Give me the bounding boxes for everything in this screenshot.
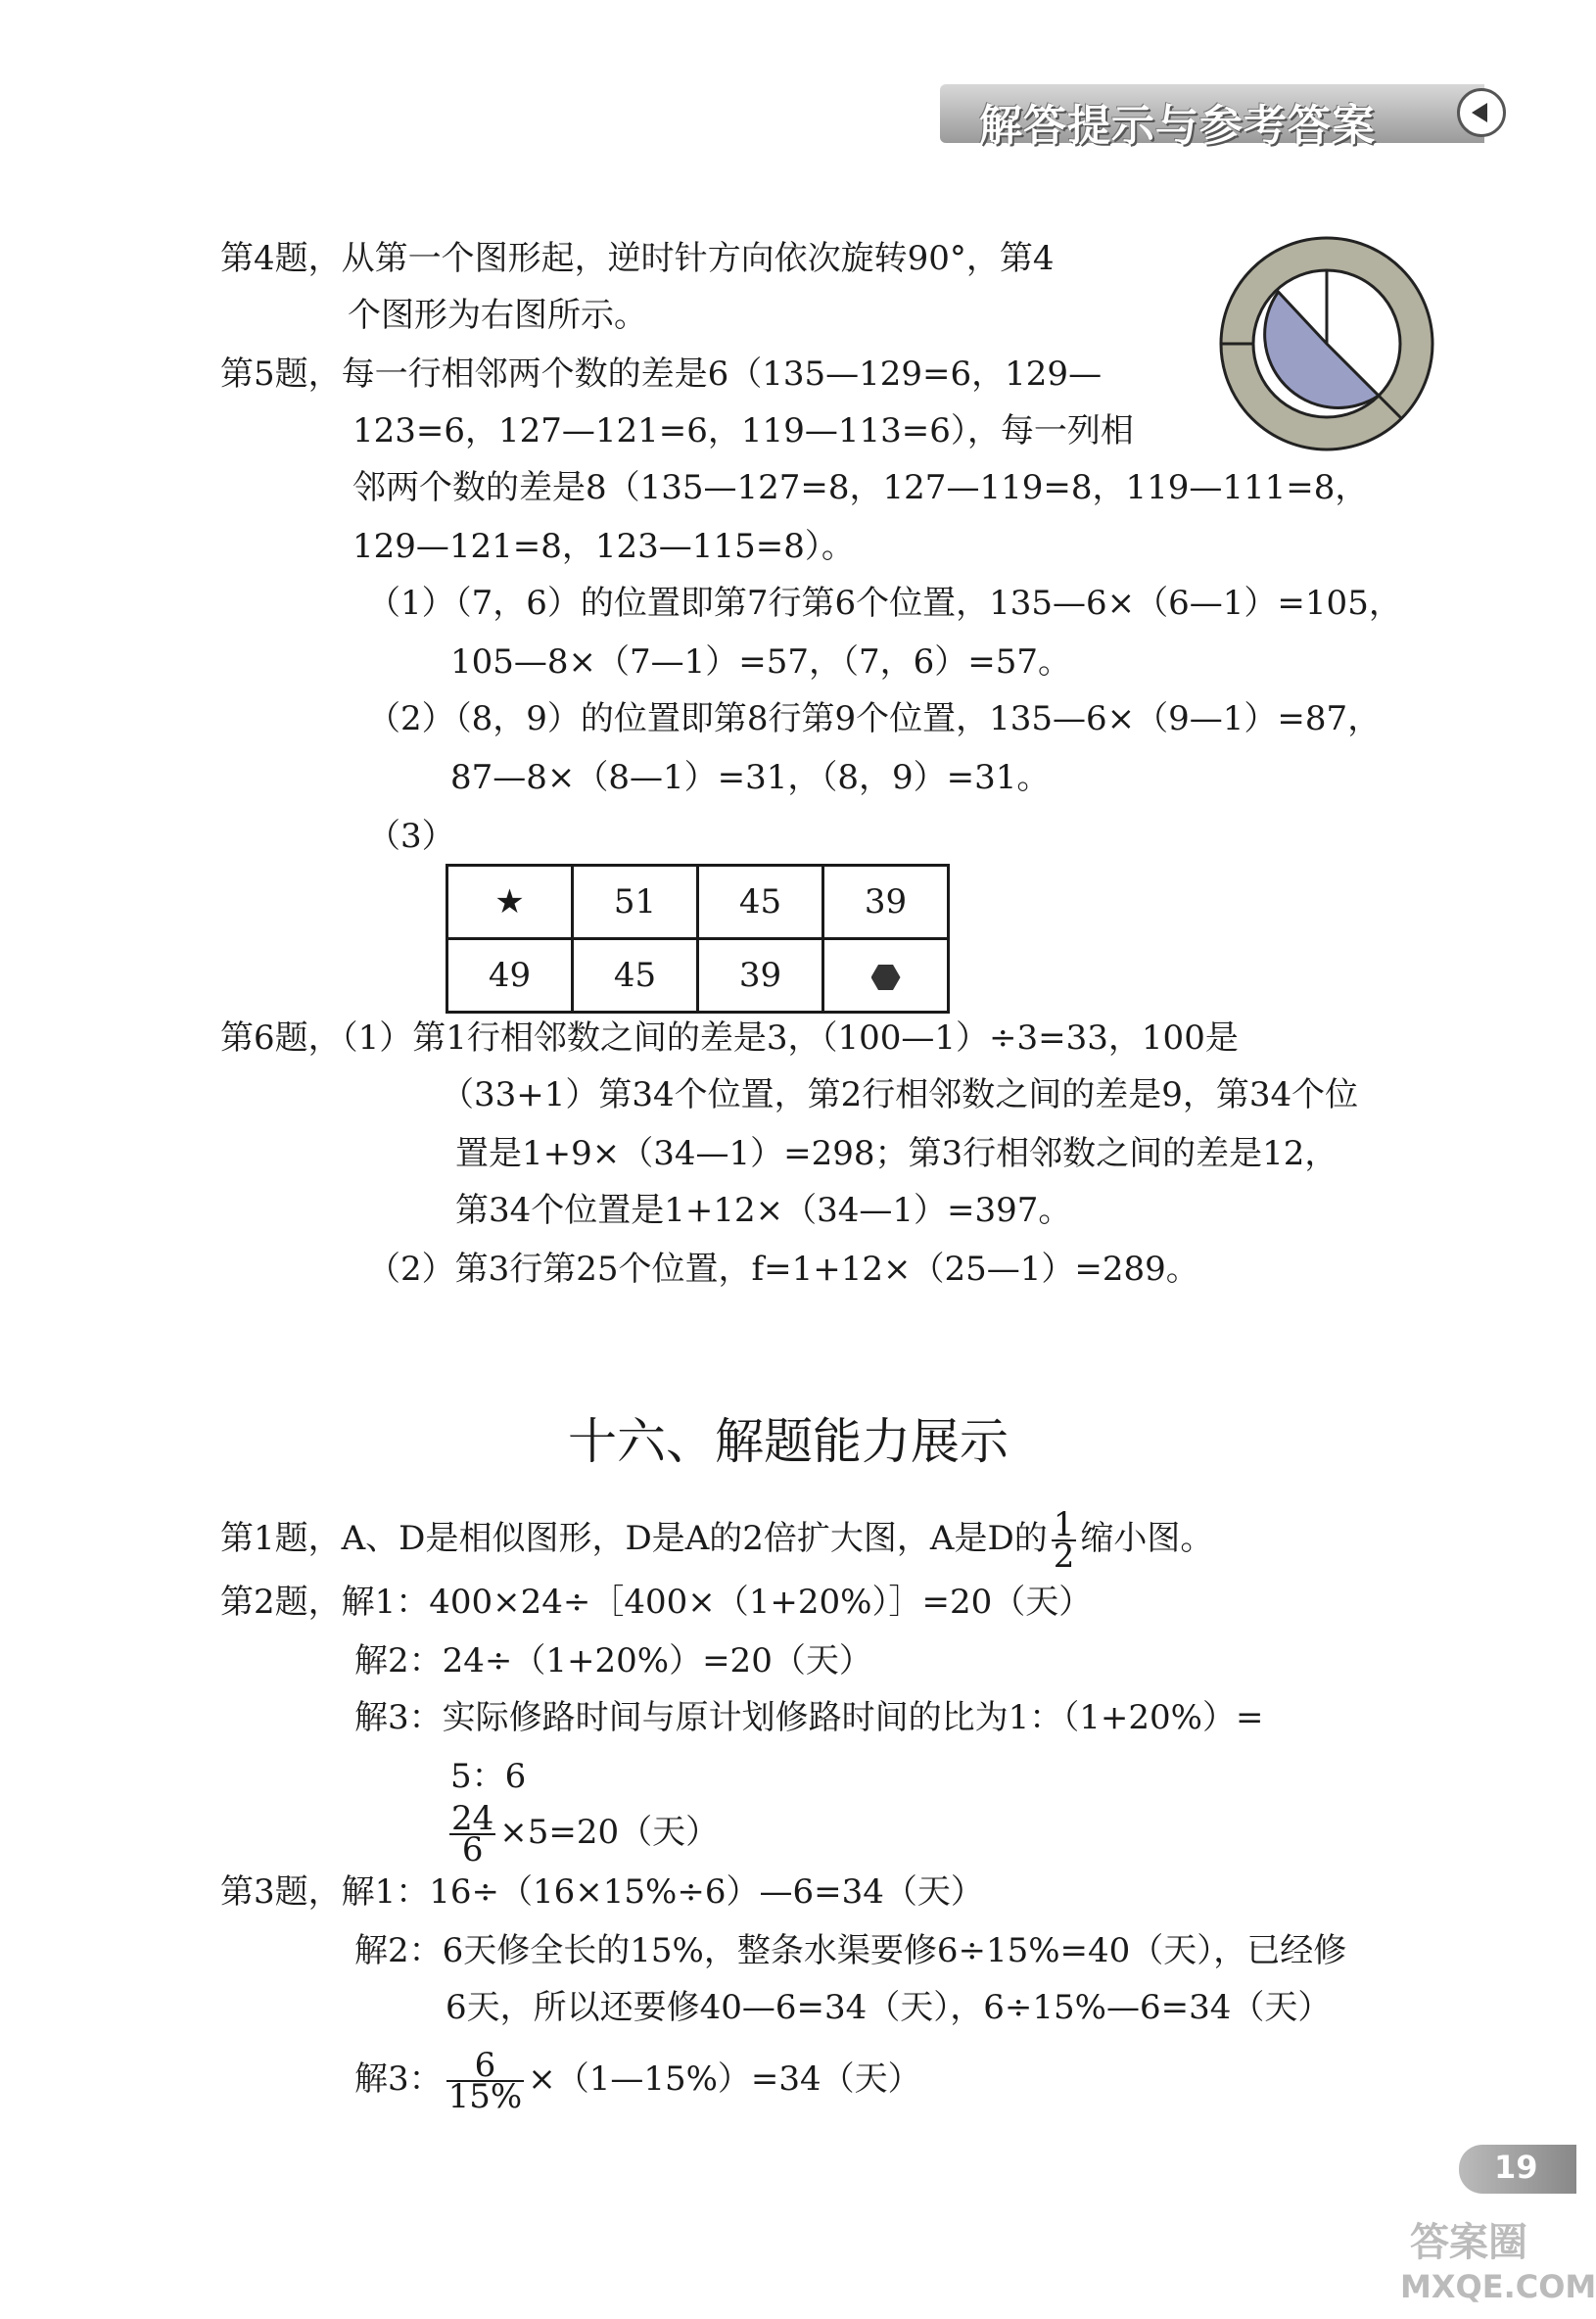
q5-line-2: 123=6，127—121=6，119—113=6），每一列相 bbox=[352, 411, 1134, 450]
table-cell: 39 bbox=[823, 866, 949, 939]
header-title: 解答提示与参考答案 bbox=[979, 101, 1376, 151]
q5-sub1-line-2: 105—8×（7—1）=57，（7，6）=57。 bbox=[450, 642, 1072, 682]
q6-sub2-line: （2）第3行第25个位置，f=1+12×（25—1）=289。 bbox=[367, 1250, 1199, 1289]
s16-q3-line-4-suffix: ×（1—15%）=34（天） bbox=[528, 2059, 921, 2099]
fraction-denominator: 2 bbox=[1053, 1537, 1075, 1576]
q6-line-2: （33+1）第34个位置，第2行相邻数之间的差是9，第34个位 bbox=[441, 1075, 1359, 1114]
s16-q3-line-4 bbox=[354, 2046, 921, 2116]
table-cell: 45 bbox=[698, 866, 823, 939]
q4-line-2: 个图形为右图所示。 bbox=[348, 296, 647, 335]
page-number: 19 bbox=[1494, 2149, 1538, 2186]
s16-q2-line-1: 第2题，解1：400×24÷［400×（1+20%）］=20（天） bbox=[220, 1583, 1093, 1622]
s16-q2-line-5-suffix: ×5=20（天） bbox=[499, 1813, 720, 1852]
q6-line-3: 置是1+9×（34—1）=298；第3行相邻数之间的差是12， bbox=[455, 1134, 1338, 1173]
fraction-numerator: 6 bbox=[446, 2051, 525, 2082]
fraction-numerator: 1 bbox=[1053, 1505, 1075, 1544]
fraction-numerator: 24 bbox=[451, 1799, 494, 1838]
q5-sub2-line-2: 87—8×（8—1）=31，（8，9）=31。 bbox=[450, 758, 1051, 797]
s16-q1-suffix: 缩小图。 bbox=[1080, 1519, 1214, 1558]
back-arrow-icon[interactable] bbox=[1457, 88, 1506, 137]
table-cell-star bbox=[447, 866, 573, 939]
fraction-24-6 bbox=[449, 1799, 495, 1869]
q5-sub1-line-1: （1）（7，6）的位置即第7行第6个位置，135—6×（6—1）=105， bbox=[367, 584, 1402, 623]
q6-line-4: 第34个位置是1+12×（34—1）=397。 bbox=[455, 1191, 1072, 1230]
table-cell: 39 bbox=[698, 939, 823, 1013]
star-icon: ★ bbox=[494, 882, 525, 922]
table-cell-hexagon bbox=[823, 939, 949, 1013]
header-banner bbox=[940, 84, 1484, 151]
hexagon-icon bbox=[871, 965, 901, 990]
q5-sub3-label: （3） bbox=[367, 817, 455, 856]
s16-q1-prefix: 第1题，A、D是相似图形，D是A的2倍扩大图，A是D的 bbox=[220, 1519, 1048, 1558]
s16-q1-line bbox=[220, 1505, 1214, 1576]
s16-q3-line-1: 第3题，解1：16÷（16×15%÷6）—6=34（天） bbox=[220, 1872, 984, 1912]
table-row bbox=[447, 939, 949, 1013]
s16-q2-line-2: 解2：24÷（1+20%）=20（天） bbox=[354, 1641, 872, 1680]
q5-line-4: 129—121=8，123—115=8）。 bbox=[352, 527, 855, 566]
q5-line-3: 邻两个数的差是8（135—127=8，127—119=8，119—111=8， bbox=[352, 468, 1369, 507]
table-cell: 51 bbox=[573, 866, 698, 939]
q6-line-1: 第6题，（1）第1行相邻数之间的差是3，（100—1）÷3=33，100是 bbox=[220, 1018, 1239, 1058]
s16-q3-line-2: 解2：6天修全长的15%，整条水渠要修6÷15%=40（天），已经修 bbox=[354, 1931, 1347, 1970]
s16-q2-line-4: 5：6 bbox=[450, 1757, 527, 1796]
section-title: 十六、解题能力展示 bbox=[568, 1413, 1009, 1470]
table-cell: 49 bbox=[447, 939, 573, 1013]
s16-q2-line-5 bbox=[446, 1799, 720, 1869]
fraction-6-15pct bbox=[446, 2046, 525, 2116]
q4-line-1: 第4题，从第一个图形起，逆时针方向依次旋转90°，第4 bbox=[220, 239, 1055, 278]
s16-q2-line-3: 解3：实际修路时间与原计划修路时间的比为1：（1+20%）= bbox=[354, 1698, 1264, 1737]
fraction-denominator: 15% bbox=[447, 2077, 523, 2116]
table-cell: 45 bbox=[573, 939, 698, 1013]
page-number-tab bbox=[1459, 2145, 1576, 2194]
table-row bbox=[447, 866, 949, 939]
s16-q3-line-4-prefix: 解3： bbox=[354, 2059, 443, 2099]
watermark-logo: 答案圈 bbox=[1410, 2220, 1527, 2265]
q5-line-1: 第5题，每一行相邻两个数的差是6（135—129=6，129— bbox=[220, 355, 1103, 394]
s16-q3-line-3: 6天，所以还要修40—6=34（天），6÷15%—6=34（天） bbox=[446, 1988, 1332, 2027]
fraction-denominator: 6 bbox=[461, 1830, 484, 1869]
answer-table bbox=[446, 864, 950, 1014]
watermark-url: MXQE.COM bbox=[1400, 2268, 1596, 2305]
q5-sub2-line-1: （2）（8，9）的位置即第8行第9个位置，135—6×（9—1）=87， bbox=[367, 699, 1382, 738]
rotation-figure bbox=[1214, 231, 1439, 456]
fraction-half bbox=[1052, 1505, 1077, 1576]
